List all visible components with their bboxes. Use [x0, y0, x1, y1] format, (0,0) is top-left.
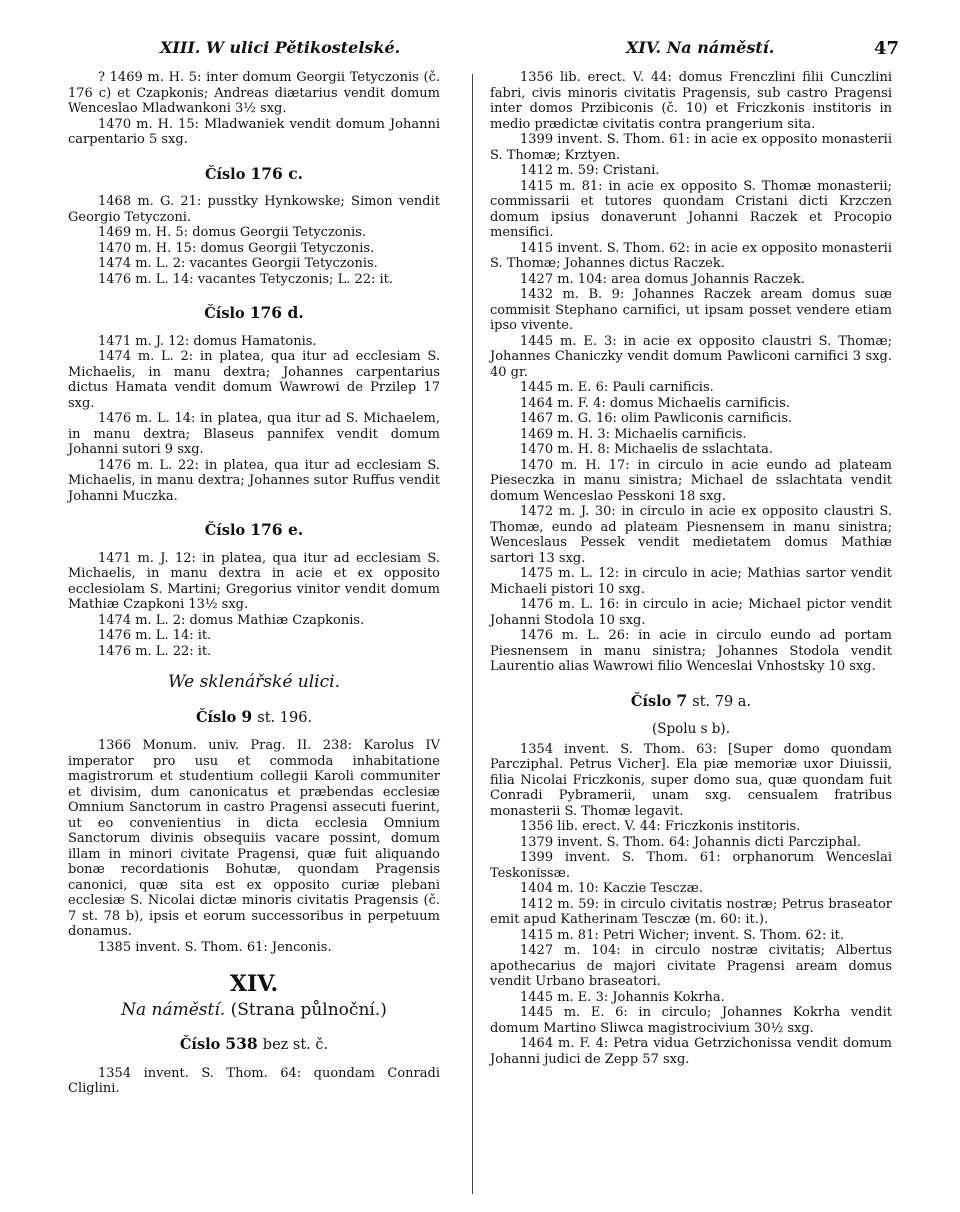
chapter-number: XIV. — [229, 971, 279, 997]
heading-number: 176 c. — [250, 163, 304, 183]
entry: 1467 m. G. 16: olim Pawliconis carnificis. — [520, 411, 793, 426]
entry: 1470 m. H. 17: in circulo in acie eundo ad plateam Pieseczka in manu sinistra; Michael de sslachtata vendit domum Wenceslao Pesskoni 18 sxg. — [490, 457, 892, 504]
entry: 1404 m. 10: Kaczie Tesczæ. — [520, 881, 703, 896]
entry: 1415 m. 81: Petri Wicher; invent. S. Thom. 62: it. — [520, 927, 844, 943]
chapter-title-italic: Na náměstí. — [121, 999, 226, 1020]
entry: ? 1469 m. H. 5: inter domum Georgii Tetyczonis (č. 176 c) et Czapkonis; Andreas diætarius vendit domum Wenceslao Mladwankoni 3½ sxg. — [68, 70, 440, 116]
entry: 1354 invent. S. Thom. 64: quondam Conradi Cliglini. — [68, 1065, 440, 1096]
section-heading-7 — [490, 690, 892, 711]
entry: 1474 m. L. 2: vacantes Georgii Tetyczonis. — [98, 256, 378, 271]
section-heading-176c — [68, 163, 440, 183]
entry: 1399 invent. S. Thom. 61: in acie ex opposito monasterii S. Thomæ; Krztyen. — [490, 132, 892, 163]
heading-number: 176 e. — [250, 520, 304, 539]
section-heading-176d — [68, 305, 440, 322]
heading-prefix: Číslo — [204, 165, 246, 183]
section-heading-538 — [68, 1036, 440, 1054]
entry: 1427 m. 104: area domus Johannis Raczek. — [520, 271, 805, 287]
entry: 1366 Monum. univ. Prag. II. 238: Karolus IV imperator pro usu et commoda inhabitatione magistrorum et studentium collegii Karoli communiter et divisim, dum canonicatus et præbendas ecclesiæ Omnium Sanctorum in castro Pragensi assecuti fuerint, ut eo convenientius in dicta ecclesia Omnium Sanctorum divinis obsequiis vacare possint, domum illam in minori civitate Pragensi, quæ fuit aliquando bonæ recordationis Bohutæ, quondam Pragensis canonici, quæ sita est ex opposito curiæ plebani ecclesiæ S. Nicolai dictæ minoris civitatis Pragensis (č. 7 st. 78 b), ipsis et eorum successoribus in perpetuum donamus. — [68, 738, 440, 939]
entry: 1476 m. L. 14: in platea, qua itur ad S. Michaelem, in manu dextra; Blaseus pannifex vendit domum Johanni sutori 9 sxg. — [68, 411, 440, 457]
section-heading-176e — [68, 522, 440, 539]
entry: 1445 m. E. 6: Pauli carnificis. — [520, 380, 714, 395]
heading-number: 538 — [225, 1034, 258, 1053]
entry: 1476 m. L. 22: it. — [98, 643, 212, 659]
entry: 1464 m. F. 4: domus Michaelis carnificis. — [520, 395, 790, 411]
entry: 1469 m. H. 5: domus Georgii Tetyczonis. — [98, 225, 366, 240]
entry: 1432 m. B. 9: Johannes Raczek aream domus suæ commisit Stephano carnifici, ut ipsam posset vendere etiam ipso vivente. — [490, 287, 892, 333]
entry: 1471 m. J. 12: domus Hamatonis. — [98, 333, 317, 349]
heading-prefix: Číslo — [204, 305, 245, 322]
left-column — [68, 70, 440, 1097]
left-running-head: XIII. W ulici Pětikostelské. — [160, 38, 401, 57]
entry: 1379 invent. S. Thom. 64: Johannis dicti Parcziphal. — [520, 834, 862, 850]
entry: 1474 m. L. 2: domus Mathiæ Czapkonis. — [98, 612, 365, 628]
heading-suffix: st. 196. — [257, 709, 313, 726]
entry: 1415 invent. S. Thom. 62: in acie ex opposito monasterii S. Thomæ; Johannes dictus Raczek. — [490, 240, 892, 271]
section-note: (Spolu s b). — [651, 721, 730, 737]
entry: 1356 lib. erect. V. 44: Friczkonis institoris. — [520, 819, 801, 834]
entry: 1445 m. E. 3: in acie ex opposito claustri S. Thomæ; Johannes Chaniczky vendit domum Pawliconi carnifici 3 sxg. 40 gr. — [490, 333, 892, 380]
entry: 1399 invent. S. Thom. 61: orphanorum Wenceslai Teskonissæ. — [490, 850, 892, 881]
entry: 1385 invent. S. Thom. 61: Jenconis. — [98, 939, 332, 955]
heading-prefix: Číslo — [179, 1036, 221, 1053]
entry: 1476 m. L. 22: in platea, qua itur ad ecclesiam S. Michaelis, in manu dextra; Johannes sutor Ruffus vendit Johanni Muczka. — [68, 457, 440, 504]
entry: 1445 m. E. 6: in circulo; Johannes Kokrha vendit domum Martino Sliwca magistrocivium 30½ sxg. — [490, 1005, 892, 1036]
heading-number: 9 — [241, 706, 253, 726]
entry: 1471 m. J. 12: in platea, qua itur ad ecclesiam S. Michaelis, in manu dextra in acie et ex opposito ecclesiolam S. Martini; Gregorius vinitor vendit domum Mathiæ Czapkoni 13½ sxg. — [68, 550, 440, 612]
entry: 1470 m. H. 15: Mladwaniek vendit domum Johanni carpentario 5 sxg. — [68, 116, 440, 147]
entry: 1427 m. 104: in circulo nostræ civitatis; Albertus apothecarius de majori civitate Pragensi aream domus vendit Urbano braseatori. — [490, 943, 892, 989]
chapter-title-plain: (Strana půlnoční.) — [230, 999, 387, 1020]
chapter-title — [68, 999, 440, 1020]
entry: 1474 m. L. 2: in platea, qua itur ad ecclesiam S. Michaelis, in manu dextra; Johannes carpentarius dictus Hamata vendit domum Wawrowi de Przilep 17 sxg. — [68, 349, 440, 411]
entry: 1356 lib. erect. V. 44: domus Frenczlini filii Cunczlini fabri, civis minoris civitatis Pragensis, sub castro Pragensi inter domos Przibiconis (č. 10) et Friczkonis institoris in medio prædictæ civitatis contra prangerium sita. — [490, 70, 892, 132]
entry: 1445 m. E. 3: Johannis Kokrha. — [520, 989, 725, 1005]
street-subheading: We sklenářské ulici. — [168, 672, 340, 692]
heading-prefix: Číslo — [195, 708, 237, 726]
entry: 1412 m. 59: in circulo civitatis nostræ; Petrus braseator emit apud Katherinam Tesczæ (m. 60: it.). — [490, 896, 892, 927]
entry: 1475 m. L. 12: in circulo in acie; Mathias sartor vendit Michaeli pistori 10 sxg. — [490, 566, 892, 597]
entry: 1476 m. L. 16: in circulo in acie; Michael pictor vendit Johanni Stodola 10 sxg. — [490, 597, 892, 628]
heading-prefix: Číslo — [204, 522, 246, 539]
entry: 1464 m. F. 4: Petra vidua Getrzichonissa vendit domum Johanni judici de Zepp 57 sxg. — [490, 1036, 892, 1067]
entry: 1476 m. L. 14: vacantes Tetyczonis; L. 22: it. — [98, 271, 394, 287]
entry: 1415 m. 81: in acie ex opposito S. Thomæ monasterii; commissarii et tutores quondam Cristani dicti Krzczen domum ipsius donaverunt Johanni Raczek et Procopio mensifici. — [490, 178, 892, 240]
heading-suffix: bez st. č. — [262, 1037, 329, 1053]
entry: 1469 m. H. 3: Michaelis carnificis. — [520, 426, 747, 442]
right-running-head: XIV. Na náměstí. — [626, 38, 775, 57]
entry: 1476 m. L. 26: in acie in circulo eundo ad portam Piesnensem in manu sinistra; Johannes Stodola vendit Laurentio alias Wawrowi filio Wenceslai Vnhostsky 10 sxg. — [490, 628, 892, 674]
entry: 1354 invent. S. Thom. 63: [Super domo quondam Parcziphal. Petrus Vicher]. Ela piæ memoriæ uxor Diuissii, filia Nicolai Friczkonis, super domo sua, quæ quondam fuit Conradi Pybramerii, unam sxg. censualem fratribus monasterii S. Thomæ legavit. — [490, 741, 892, 819]
page-number: 47 — [874, 38, 900, 59]
heading-suffix: st. 79 a. — [692, 693, 752, 710]
heading-prefix: Číslo — [630, 692, 672, 710]
entry: 1470 m. H. 8: Michaelis de sslachtata. — [520, 442, 774, 457]
entry: 1472 m. J. 30: in circulo in acie ex opposito claustri S. Thomæ, eundo ad plateam Piesnensem in manu sinistra; Wenceslaus Pessek vendit medietatem domus Mathiæ sartori 13 sxg. — [490, 504, 892, 566]
entry: 1468 m. G. 21: pusstky Hynkowske; Simon vendit Georgio Tetyczoni. — [68, 194, 440, 225]
column-divider — [472, 74, 473, 1194]
heading-number: 176 d. — [249, 303, 304, 322]
entry: 1470 m. H. 15: domus Georgii Tetyczonis. — [98, 240, 375, 256]
heading-number: 7 — [676, 690, 688, 710]
section-heading-9 — [68, 706, 440, 727]
right-column — [490, 70, 892, 1067]
entry: 1476 m. L. 14: it. — [98, 628, 212, 643]
entry: 1412 m. 59: Cristani. — [520, 163, 660, 178]
